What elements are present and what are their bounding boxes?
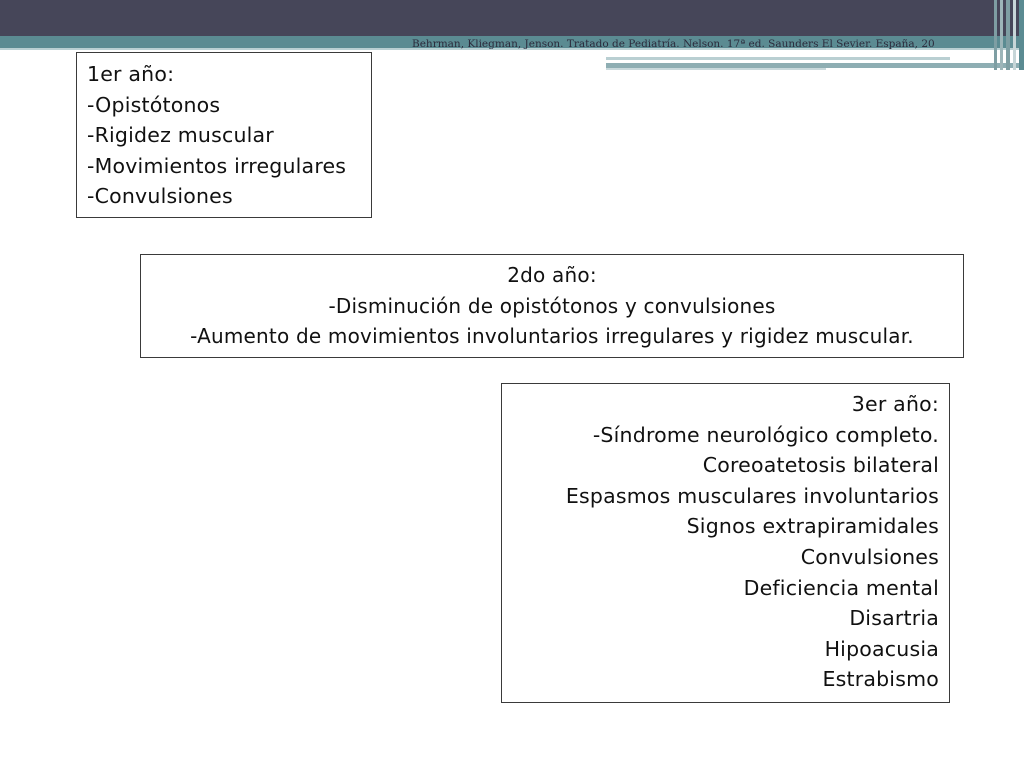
year1-item: -Convulsiones (87, 184, 233, 209)
year1-heading: 1er año: (87, 62, 175, 86)
source-citation: Behrman, Kliegman, Jenson. Tratado de Pediatría. Nelson. 17ª ed. Saunders El Sevier. España, 20 (412, 38, 935, 50)
header-corner-stripe (994, 0, 997, 70)
header-corner-stripe (1013, 0, 1016, 70)
year3-item: Convulsiones (800, 544, 939, 569)
year2-box (140, 254, 964, 358)
year3-item: Signos extrapiramidales (686, 514, 939, 539)
year1-item: -Movimientos irregulares (87, 153, 347, 178)
year3-item: Coreoatetosis bilateral (702, 453, 939, 478)
year3-item: Espasmos musculares involuntarios (565, 483, 939, 508)
year2-item: -Aumento de movimientos involuntarios irregulares y rigidez muscular. (190, 324, 914, 349)
year3-item: Disartria (849, 606, 939, 631)
year3-item: Estrabismo (822, 667, 939, 692)
year3-item: -Síndrome neurológico completo. (592, 422, 939, 447)
year3-heading: 3er año: (851, 392, 939, 416)
year2-item: -Disminución de opistótonos y convulsiones (328, 293, 776, 318)
year1-box (76, 52, 372, 218)
header-stripe (606, 68, 826, 70)
header-bar (0, 0, 1024, 36)
year2-heading: 2do año: (507, 263, 597, 287)
year1-item: -Opistótonos (87, 92, 221, 117)
year3-box (501, 383, 950, 703)
header-corner-stripe (1019, 0, 1024, 70)
year3-item: Hipoacusia (824, 636, 939, 661)
header-corner-stripe (1000, 0, 1003, 70)
year3-item: Deficiencia mental (743, 575, 939, 600)
year1-item: -Rigidez muscular (87, 123, 274, 148)
header-stripe (606, 57, 950, 60)
header-corner-stripe (1006, 0, 1010, 70)
